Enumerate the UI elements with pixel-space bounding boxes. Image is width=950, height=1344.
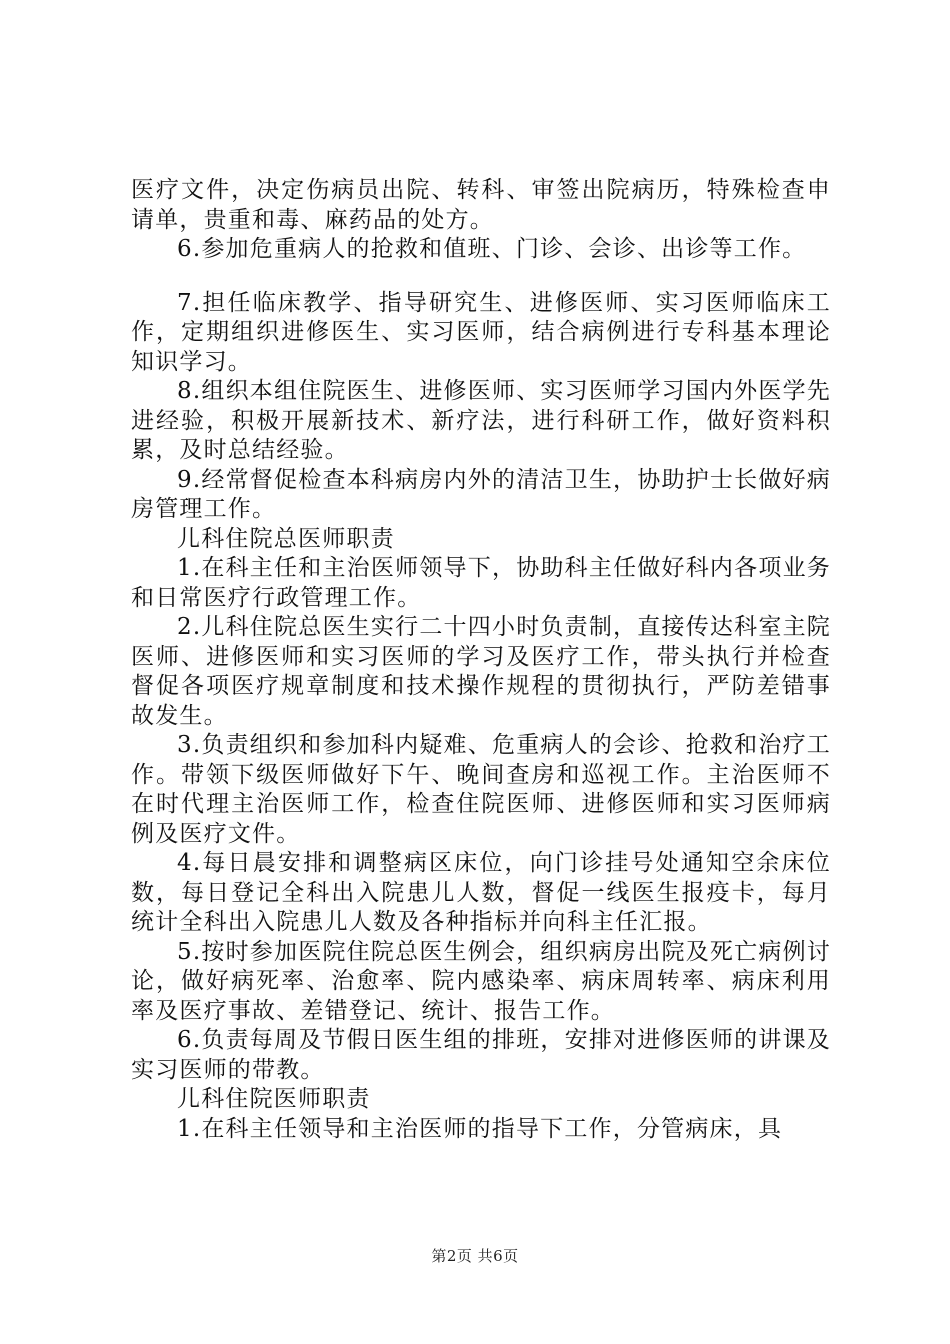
paragraph-resident-item-1: 1.在科主任领导和主治医师的指导下工作，分管病床，具	[177, 1115, 783, 1142]
paragraph-item-8: 8.组织本组住院医生、进修医师、实习医师学习国内外医学先进经验，积极开展新技术、新疗法，进行科研工作，做好资料积累，及时总结经验。	[131, 378, 831, 463]
paragraph-chief-item-5: 5.按时参加医院住院总医生例会，组织病房出院及死亡病例讨论，做好病死率、治愈率、院内感染率、病床周转率、病床利用率及医疗事故、差错登记、统计、报告工作。	[131, 938, 831, 1024]
paragraph-item-6: 6.参加危重病人的抢救和值班、门诊、会诊、出诊等工作。	[177, 236, 807, 262]
document-body	[131, 176, 831, 1144]
section-heading-chief-resident: 儿科住院总医师职责	[177, 525, 395, 552]
paragraph-chief-item-2: 2.儿科住院总医生实行二十四小时负责制，直接传达科室主院医师、进修医师和实习医师的学习及医疗工作，带头执行并检查督促各项医疗规章制度和技术操作规程的贯彻执行，严防差错事故发生。	[131, 614, 831, 729]
page-number-footer: 第2页 共6页	[431, 1247, 519, 1265]
paragraph-chief-item-3: 3.负责组织和参加科内疑难、危重病人的会诊、抢救和治疗工作。带领下级医师做好下午、晚间查房和巡视工作。主治医师不在时代理主治医师工作，检查住院医师、进修医师和实习医师病例及医疗文件。	[131, 732, 831, 847]
paragraph-item-7: 7.担任临床教学、指导研究生、进修医师、实习医师临床工作，定期组织进修医生、实习医师，结合病例进行专科基本理论知识学习。	[131, 289, 831, 375]
paragraph-continuation: 医疗文件，决定伤病员出院、转科、审签出院病历，特殊检查申请单，贵重和毒、麻药品的处方。	[131, 177, 831, 233]
paragraph-chief-item-1: 1.在科主任和主治医师领导下，协助科主任做好科内各项业务和日常医疗行政管理工作。	[131, 555, 831, 611]
paragraph-chief-item-6: 6.负责每周及节假日医生组的排班，安排对进修医师的讲课及实习医师的带教。	[131, 1027, 831, 1083]
paragraph-chief-item-4: 4.每日晨安排和调整病区床位，向门诊挂号处通知空余床位数，每日登记全科出入院患儿人数，督促一线医生报疫卡，每月统计全科出入院患儿人数及各种指标并向科主任汇报。	[131, 850, 831, 935]
section-heading-resident: 儿科住院医师职责	[177, 1086, 371, 1112]
paragraph-item-9: 9.经常督促检查本科病房内外的清洁卫生，协助护士长做好病房管理工作。	[131, 466, 831, 522]
